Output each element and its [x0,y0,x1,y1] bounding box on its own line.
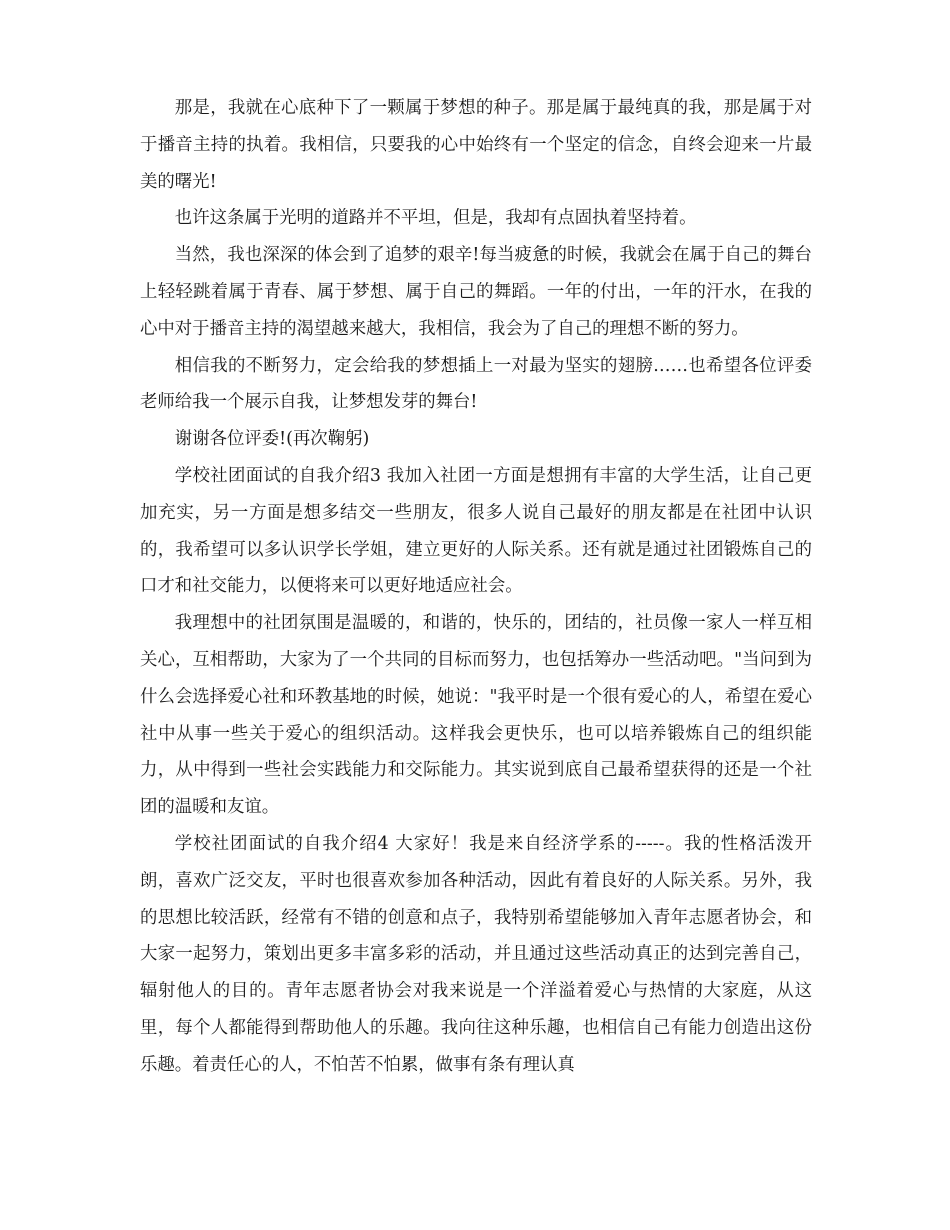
paragraph-road: 也许这条属于光明的道路并不平坦，但是，我却有点固执着坚持着。 [174,208,697,229]
paragraph-intro-4: 学校社团面试的自我介绍4 大家好！我是来自经济学系的-----。我的性格活泼开朗，喜欢广泛交友，平时也很喜欢参加各种活动，因此有着良好的人际关系。另外，我的思想比较活跃，经常有不错的创意和点子，我特别希望能够加入青年志愿者协会，和大家一起努力，策划出更多丰富多彩的活动，并且通过这些活动真正的达到完善自己，辐射他人的目的。青年志愿者协会对我来说是一个洋溢着爱心与热情的大家庭，从这里，每个人都能得到帮助他人的乐趣。我向往这种乐趣，也相信自己有能力创造出这份乐趣。着责任心的人，不怕苦不怕累，做事有条有理认真 [140,833,812,1075]
paragraph-intro-3: 学校社团面试的自我介绍3 我加入社团一方面是想拥有丰富的大学生活，让自己更加充实，另一方面是想多结交一些朋友，很多人说自己最好的朋友都是在社团中认识的，我希望可以多认识学长学姐，建立更好的人际关系。还有就是通过社团锻炼自己的口才和社交能力，以便将来可以更好地适应社会。 [140,465,812,597]
paragraph-thanks: 谢谢各位评委!(再次鞠躬) [174,429,370,450]
paragraph-ideal-club: 我理想中的社团氛围是温暖的，和谐的，快乐的，团结的，社员像一家人一样互相关心，互相帮助，大家为了一个共同的目标而努力，也包括筹办一些活动吧。"当问到为什么会选择爱心社和环教基地的时候，她说："我平时是一个很有爱心的人，希望在爱心社中从事一些关于爱心的组织活动。这样我会更快乐，也可以培养锻炼自己的组织能力，从中得到一些社会实践能力和交际能力。其实说到底自己最希望获得的还是一个社团的温暖和友谊。 [140,613,812,818]
paragraph-hardship: 当然，我也深深的体会到了追梦的艰辛!每当疲惫的时候，我就会在属于自己的舞台上轻轻跳着属于青春、属于梦想、属于自己的舞蹈。一年的付出，一年的汗水，在我的心中对于播音主持的渴望越来越大，我相信，我会为了自己的理想不断的努力。 [140,245,812,339]
paragraph-wings: 相信我的不断努力，定会给我的梦想插上一对最为坚实的翅膀……也希望各位评委老师给我一个展示自我，让梦想发芽的舞台! [140,355,812,413]
paragraph-dream-seed: 那是，我就在心底种下了一颗属于梦想的种子。那是属于最纯真的我，那是属于对于播音主持的执着。我相信，只要我的心中始终有一个坚定的信念，自终会迎来一片最美的曙光! [140,98,812,192]
document-body [140,90,812,1084]
